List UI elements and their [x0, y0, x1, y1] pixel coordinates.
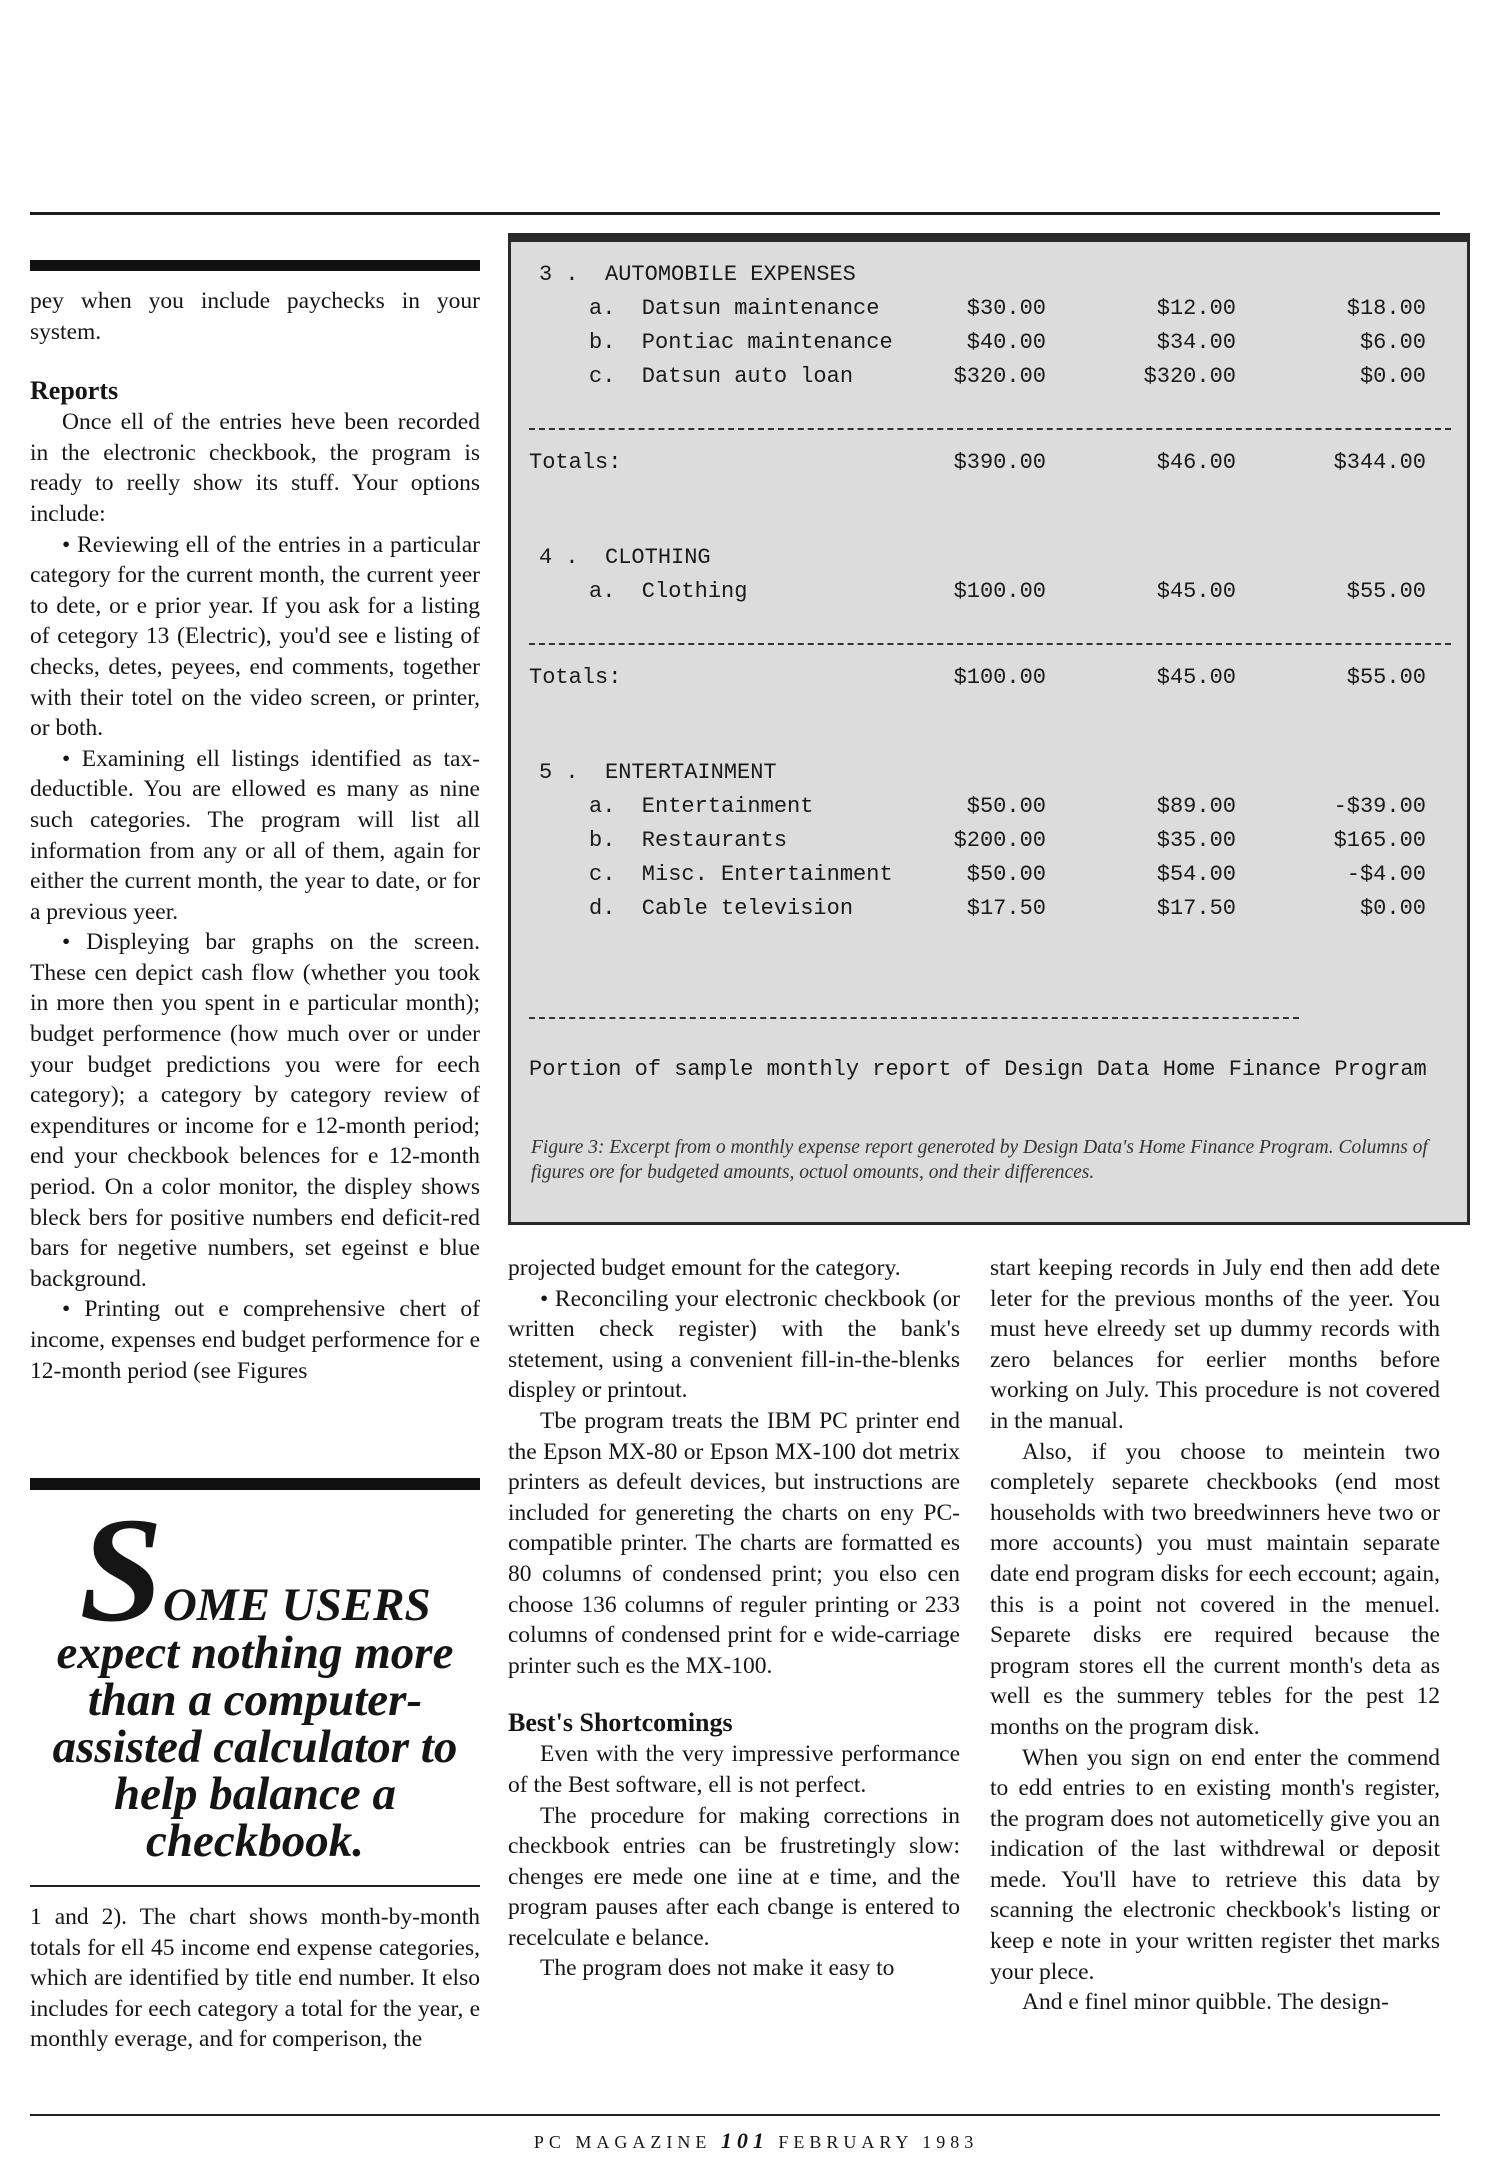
difference-value: $165.00: [1333, 828, 1426, 853]
row-label: b. Pontiac maintenance: [589, 330, 893, 355]
totals-label: Totals:: [529, 450, 622, 475]
budget-value: $200.00: [953, 828, 1046, 853]
column-rule: [30, 260, 480, 271]
paragraph: Also, if you choose to meintein two completely separete checkbooks (end most households with two breedwinners heve two or more accounts) you must maintain separate date end program disks for eech eccount; again, this is a point not covered in the menuel. Separete disks ere required because the program stores ell the current month's deta as well es the summery tebles for the pest 12 months on the program disk.: [990, 1438, 1440, 1740]
section-title: 4 . CLOTHING: [539, 545, 711, 570]
actual-value: $320.00: [1143, 364, 1236, 389]
paragraph: start keeping records in July end then add dete leter for the previous months of the yeer. You must heve elreedy set up dummy records with zero belances for eerlier months before working on July. This procedure is not covered in the manual.: [990, 1255, 1440, 1434]
difference-value: $6.00: [1359, 330, 1426, 355]
section-heading: Best's Shortcomings: [508, 1708, 733, 1738]
section-heading: Reports: [30, 376, 119, 406]
paragraph: projected budget emount for the category.: [508, 1255, 901, 1281]
dashed-divider: [529, 643, 1451, 645]
paragraph: 1 and 2). The chart shows month-by-month totals for ell 45 income end expense categories, which are identified by title end number. It elso includes for eech category a total for the year, e monthly everage, and for comperison, the: [30, 1904, 480, 2053]
paragraph: And e finel minor quibble. The design-: [1022, 1989, 1390, 2016]
footer-magazine: PC MAGAZINE: [533, 2132, 712, 2152]
difference-value: $0.00: [1359, 896, 1426, 921]
totals-actual: $45.00: [1156, 665, 1236, 690]
drop-initial: S: [79, 1487, 163, 1653]
paragraph: The procedure for making corrections in checkbook entries can be frustretingly slow: chenges ere mede one iine at e time, and the program pauses after each cbange is entered to recelculate e belance.: [508, 1802, 960, 1951]
dashed-divider: [529, 428, 1451, 430]
totals-budget: $100.00: [953, 665, 1046, 690]
dashed-divider: [529, 1017, 1299, 1019]
budget-value: $17.50: [966, 896, 1046, 921]
bullet-item: • Reviewing ell of the entries in a particular category for the current month, the current yeer to dete, or e prior year. If you ask for a listing of cetegory 13 (Electric), you'd see e listing of checks, detes, peyees, end comments, together with their totel on the video screen, or printer, or both.: [30, 530, 480, 744]
difference-value: $18.00: [1346, 296, 1426, 321]
figure-caption: Figure 3: Excerpt from o monthly expense report generoted by Design Data's Home Finance Program. Columns of figures ore for budgeted amounts, octuol omounts, ond their differences.: [531, 1137, 1428, 1183]
budget-value: $320.00: [953, 364, 1046, 389]
actual-value: $17.50: [1156, 896, 1236, 921]
pull-quote-lead: OME USERS: [162, 1579, 431, 1631]
totals-actual: $46.00: [1156, 450, 1236, 475]
row-label: d. Cable television: [589, 896, 854, 921]
paragraph: Tbe program treats the IBM PC printer end the Epson MX-80 or Epson MX-100 dot metrix printers as defeult devices, but instructions are included for genereting the charts on eny PC-compatible printer. The charts are formatted es 80 columns of condensed print; you elso cen choose 136 columns of reguler printing or 233 columns of condensed print for e wide-carriage printer such es the MX-100.: [508, 1407, 960, 1679]
footer-date: FEBRUARY 1983: [778, 2132, 979, 2152]
pull-quote-text: expect nothing more than a computer-assisted calculator to help balance a checkbook.: [52, 1627, 458, 1867]
totals-budget: $390.00: [953, 450, 1046, 475]
column-2: [508, 1253, 960, 1984]
section-title: 3 . AUTOMOBILE EXPENSES: [539, 262, 856, 287]
totals-label: Totals:: [529, 665, 622, 690]
report-footer-line: Portion of sample monthly report of Design Data Home Finance Program: [529, 1057, 1427, 1082]
actual-value: $54.00: [1156, 862, 1236, 887]
figure-3-report: [508, 233, 1470, 1225]
column-3: [990, 1253, 1440, 2018]
row-label: a. Entertainment: [589, 794, 814, 819]
difference-value: $0.00: [1359, 364, 1426, 389]
bullet-item: • Examining ell listings identified as tax-deductible. You are ellowed es many as nine such categories. The program will list all information from any or all of them, again for either the current month, the year to date, or for a previous yeer.: [30, 744, 480, 928]
row-label: a. Datsun maintenance: [589, 296, 880, 321]
totals-difference: $55.00: [1346, 665, 1426, 690]
difference-value: -$39.00: [1333, 794, 1426, 819]
row-label: c. Datsun auto loan: [589, 364, 854, 389]
row-label: c. Misc. Entertainment: [589, 862, 893, 887]
budget-value: $40.00: [966, 330, 1046, 355]
budget-value: $100.00: [953, 579, 1046, 604]
actual-value: $89.00: [1156, 794, 1236, 819]
bullet-item: • Displeying bar graphs on the screen. These cen depict cash flow (whether you took in more then you spent in e particular month); budget performence (how much over or under your budget predictions you were for eech category); a category by category review of expenditures or income for e 12-month period; end your checkbook belences for e 12-month period. On a color monitor, the displey shows bleck bers for positive numbers end deficit-red bars for negetive numbers, set egeinst e blue background.: [30, 927, 480, 1294]
difference-value: $55.00: [1346, 579, 1426, 604]
actual-value: $35.00: [1156, 828, 1236, 853]
budget-value: $50.00: [966, 862, 1046, 887]
actual-value: $12.00: [1156, 296, 1236, 321]
page-footer: [0, 2128, 1512, 2154]
column-1-bottom: [30, 1902, 480, 2055]
paragraph: The program does not make it easy to: [540, 1955, 895, 1982]
actual-value: $45.00: [1156, 579, 1236, 604]
paragraph: Even with the very impressive performance of the Best software, ell is not perfect.: [508, 1741, 960, 1798]
budget-value: $50.00: [966, 794, 1046, 819]
bullet-item: • Reconciling your electronic checkbook (or written check register) with the bank's stetement, using a convenient fill-in-the-blenks displey or printout.: [508, 1284, 960, 1406]
totals-difference: $344.00: [1333, 450, 1426, 475]
top-rule: [30, 212, 1440, 215]
difference-value: -$4.00: [1346, 862, 1426, 887]
pull-quote: [30, 1487, 480, 1867]
column-1-top: [30, 286, 480, 1386]
footer-page-number: 101: [720, 2128, 769, 2153]
paragraph: Once ell of the entries heve been recorded in the electronic checkbook, the program is ready to reelly show its stuff. Your options include:: [30, 409, 480, 527]
row-label: a. Clothing: [589, 579, 748, 604]
pull-quote-bottom-rule: [30, 1885, 480, 1887]
actual-value: $34.00: [1156, 330, 1236, 355]
bullet-item: • Printing out e comprehensive chert of income, expenses end budget performence for e 12-month period (see Figures: [30, 1294, 480, 1386]
section-title: 5 . ENTERTAINMENT: [539, 760, 777, 785]
paragraph: When you sign on end enter the commend to edd entries to en existing month's register, the program does not autometicelly give you an indication of the last withdrewal or deposit mede. You'll have to retrieve this data by scanning the electronic checkbook's listing or keep e note in your written register thet marks your plece.: [990, 1744, 1440, 1985]
row-label: b. Restaurants: [589, 828, 788, 853]
paragraph: pey when you include paychecks in your system.: [30, 288, 480, 345]
footer-rule: [30, 2114, 1440, 2116]
budget-value: $30.00: [966, 296, 1046, 321]
